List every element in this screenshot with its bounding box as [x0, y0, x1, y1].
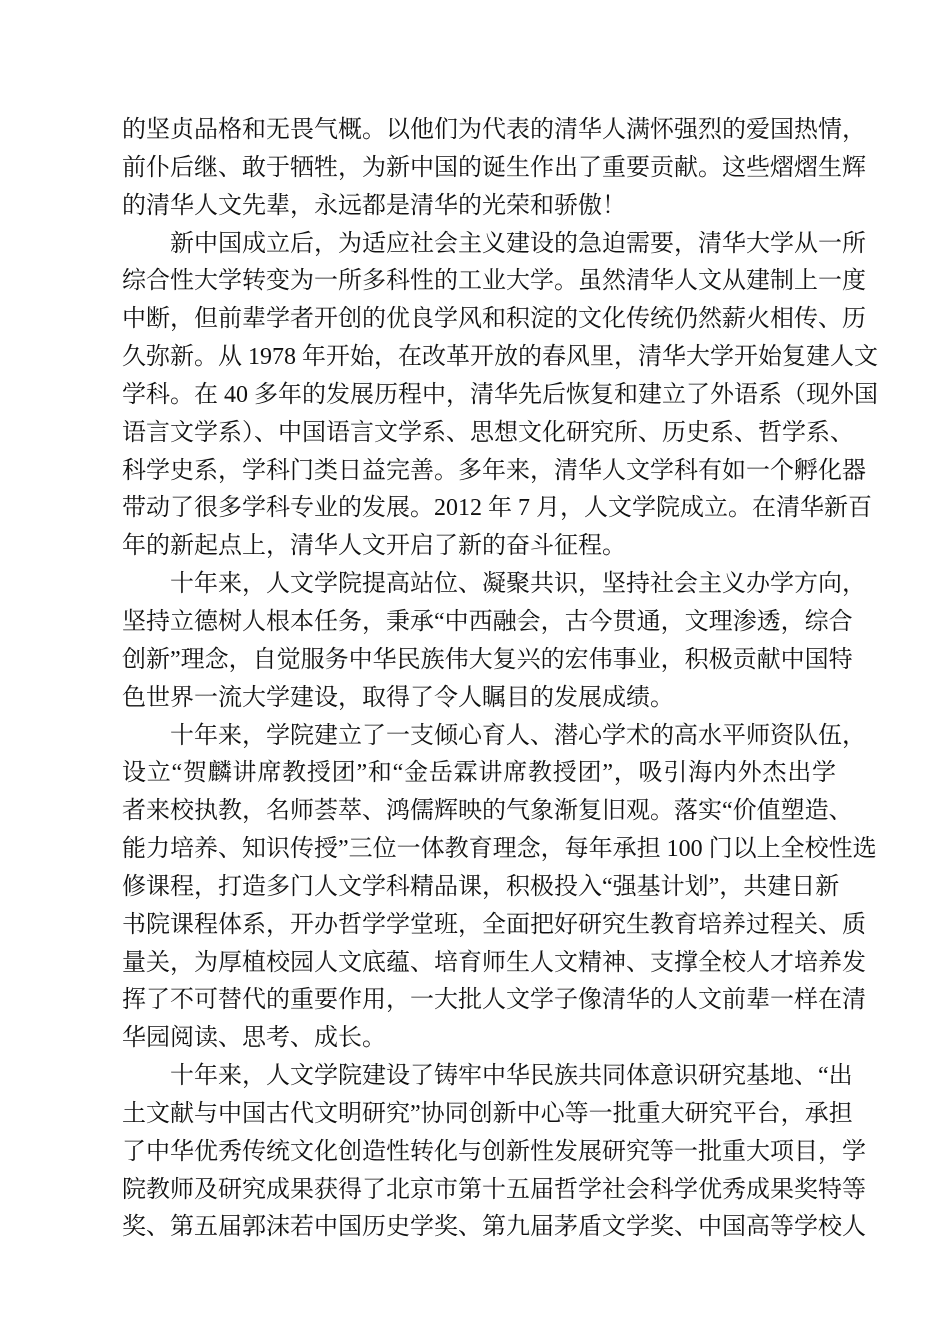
body-text	[122, 112, 878, 1247]
text-line: 语言文学系）、中国语言文学系、思想文化研究所、历史系、哲学系、	[122, 419, 854, 446]
text-line: 带动了很多学科专业的发展。2012 年 7 月，人文学院成立。在清华新百	[122, 495, 872, 522]
paragraph	[122, 226, 878, 567]
text-line: 奖、第五届郭沫若中国历史学奖、第九届茅盾文学奖、中国高等学校人	[122, 1214, 866, 1241]
text-line: 十年来，人文学院提高站位、凝聚共识，坚持社会主义办学方向，	[170, 571, 866, 598]
text-line: 土文献与中国古代文明研究”协同创新中心等一批重大研究平台，承担	[122, 1100, 853, 1127]
paragraph	[122, 566, 866, 717]
text-line: 中断，但前辈学者开创的优良学风和积淀的文化传统仍然薪火相传、历	[122, 306, 866, 333]
text-line: 色世界一流大学建设，取得了令人瞩目的发展成绩。	[122, 684, 674, 711]
text-line: 创新”理念，自觉服务中华民族伟大复兴的宏伟事业，积极贡献中国特	[122, 646, 853, 673]
text-line: 久弥新。从 1978 年开始，在改革开放的春风里，清华大学开始复建人文	[122, 344, 878, 371]
text-line: 年的新起点上，清华人文开启了新的奋斗征程。	[122, 533, 626, 560]
text-line: 书院课程体系，开办哲学学堂班，全面把好研究生教育培养过程关、质	[122, 911, 866, 938]
text-line: 设立“贺麟讲席教授团”和“金岳霖讲席教授团”，吸引海内外杰出学	[122, 760, 836, 787]
text-line: 新中国成立后，为适应社会主义建设的急迫需要，清华大学从一所	[170, 230, 866, 257]
text-line: 能力培养、知识传授”三位一体教育理念，每年承担 100 门以上全校性选	[122, 836, 877, 863]
text-line: 华园阅读、思考、成长。	[122, 1025, 386, 1052]
text-line: 挥了不可替代的重要作用，一大批人文学子像清华的人文前辈一样在清	[122, 987, 866, 1014]
text-line: 学科。在 40 多年的发展历程中，清华先后恢复和建立了外语系（现外国	[122, 381, 878, 408]
paragraph	[122, 1058, 866, 1247]
paragraph	[122, 718, 877, 1059]
text-line: 者来校执教，名师荟萃、鸿儒辉映的气象渐复旧观。落实“价值塑造、	[122, 798, 853, 825]
paragraph	[122, 112, 866, 226]
text-line: 十年来，学院建立了一支倾心育人、潜心学术的高水平师资队伍，	[170, 722, 866, 749]
text-line: 量关，为厚植校园人文底蕴、培育师生人文精神、支撑全校人才培养发	[122, 949, 866, 976]
text-line: 综合性大学转变为一所多科性的工业大学。虽然清华人文从建制上一度	[122, 268, 866, 295]
text-line: 科学史系，学科门类日益完善。多年来，清华人文学科有如一个孵化器	[122, 457, 866, 484]
text-line: 十年来，人文学院建设了铸牢中华民族共同体意识研究基地、“出	[170, 1063, 853, 1090]
text-line: 修课程，打造多门人文学科精品课，积极投入“强基计划”，共建日新	[122, 873, 840, 900]
text-line: 了中华优秀传统文化创造性转化与创新性发展研究等一批重大项目，学	[122, 1138, 866, 1165]
text-line: 院教师及研究成果获得了北京市第十五届哲学社会科学优秀成果奖特等	[122, 1176, 866, 1203]
text-line: 的坚贞品格和无畏气概。以他们为代表的清华人满怀强烈的爱国热情，	[122, 117, 866, 143]
text-line: 的清华人文先辈，永远都是清华的光荣和骄傲！	[122, 192, 626, 219]
text-line: 前仆后继、敢于牺牲，为新中国的诞生作出了重要贡献。这些熠熠生辉	[122, 154, 866, 181]
text-line: 坚持立德树人根本任务，秉承“中西融会，古今贯通，文理渗透，综合	[122, 608, 853, 635]
